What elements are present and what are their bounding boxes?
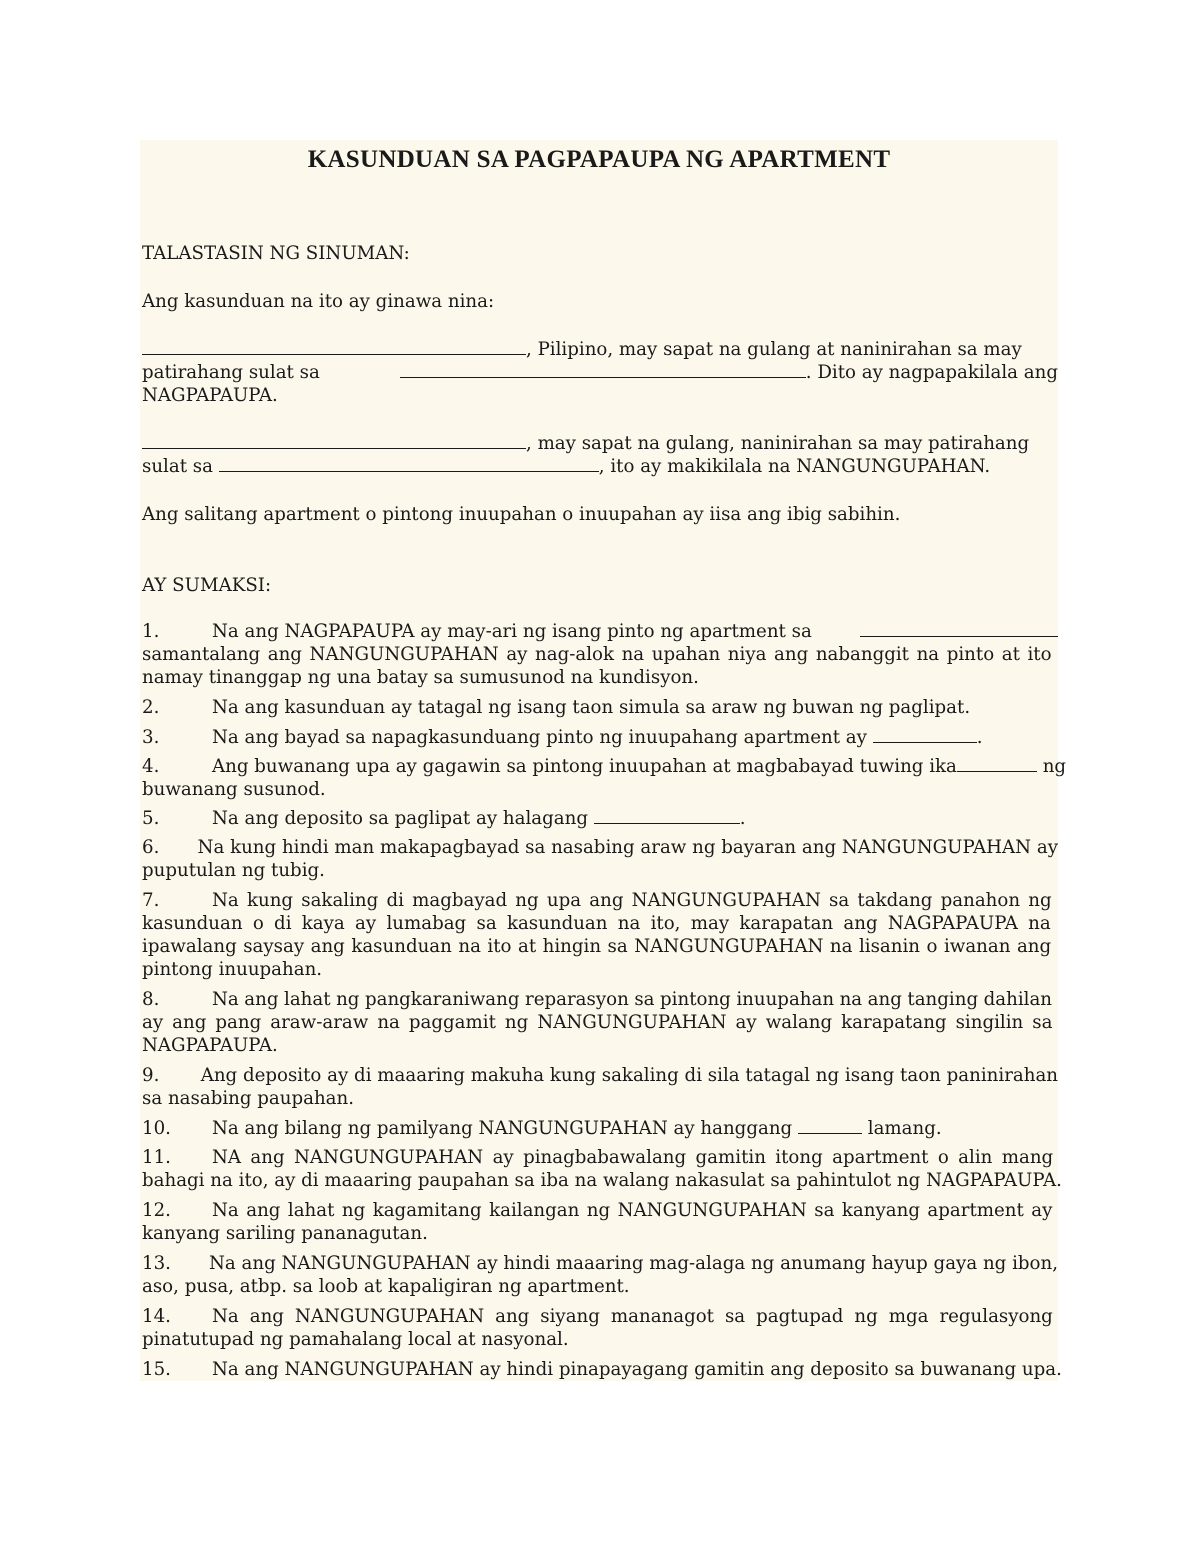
clause-11-line-2: bahagi na ito, ay di maaaring paupahan sa iba na walang nakasulat sa pahintulot ng NAGPAPAUPA.	[142, 1170, 1062, 1191]
clause-4: 4. Ang buwanang upa ay gagawin sa pintong inuupahan at magbabayad tuwing ika ng	[142, 756, 1067, 777]
clause-1-line-2: samantalang ang NANGUNGUPAHAN ay nag-alok na upahan niya ang nabanggit na pinto at ito	[142, 644, 1052, 665]
rent-amount-blank[interactable]	[873, 726, 977, 743]
clause-3: 3. Na ang bayad sa napagkasunduang pinto ng inuupahang apartment ay .	[142, 727, 983, 748]
clause-1-line-3: namay tinanggap ng una batay sa sumusunod na kundisyon.	[142, 667, 699, 688]
heading-ay-sumaksi: AY SUMAKSI:	[142, 575, 272, 596]
name-blank-1[interactable]	[142, 338, 526, 355]
clause-15: 15. Na ang NANGUNGUPAHAN ay hindi pinapayagang gamitin ang deposito sa buwanang upa.	[142, 1359, 1062, 1380]
party2-line-2: sulat sa , ito ay makikilala na NANGUNGUPAHAN.	[142, 456, 991, 477]
clause-4-line-2: buwanang susunod.	[142, 779, 326, 800]
clause-10: 10. Na ang bilang ng pamilyang NANGUNGUPAHAN ay hanggang lamang.	[142, 1118, 942, 1139]
definition-text: Ang salitang apartment o pintong inuupahan o inuupahan ay iisa ang ibig sabihin.	[142, 504, 901, 525]
clause-7: 7. Na kung sakaling di magbayad ng upa ang NANGUNGUPAHAN sa takdang panahon ng	[142, 890, 1052, 911]
clause-1: 1. Na ang NAGPAPAUPA ay may-ari ng isang pinto ng apartment sa	[142, 620, 1058, 644]
party2-line-1: , may sapat na gulang, naninirahan sa may patirahang	[142, 432, 1058, 456]
clause-9-line-2: sa nasabing paupahan.	[142, 1088, 355, 1109]
address-blank-2[interactable]	[219, 455, 599, 472]
clause-14: 14. Na ang NANGUNGUPAHAN ang siyang mananagot sa pagtupad ng mga regulasyong	[142, 1306, 1053, 1327]
clause-7-line-4: pintong inuupahan.	[142, 959, 323, 980]
clause-7-line-2: kasunduan o di kaya ay lumabag sa kasunduan na ito, may karapatan ang NAGPAPAUPA na	[142, 913, 1051, 934]
payment-day-blank[interactable]	[957, 755, 1037, 772]
clause-2: 2. Na ang kasunduan ay tatagal ng isang taon simula sa araw ng buwan ng paglipat.	[142, 697, 971, 718]
clause-8-line-3: NAGPAPAUPA.	[142, 1035, 278, 1056]
party1-line-2: patirahang sulat sa . Dito ay nagpapakilala ang	[142, 362, 1058, 383]
family-count-blank[interactable]	[798, 1117, 862, 1134]
clause-7-line-3: ipawalang saysay ang kasunduan na ito at hingin sa NANGUNGUPAHAN na lisanin o iwanan ang	[142, 936, 1052, 957]
heading-talastasin: TALASTASIN NG SINUMAN:	[142, 243, 410, 264]
clause-9: 9. Ang deposito ay di maaaring makuha kung sakaling di sila tatagal ng isang taon paninirahan	[142, 1065, 1058, 1086]
party1-line-1: , Pilipino, may sapat na gulang at naninirahan sa may	[142, 338, 1058, 362]
clause-11: 11. NA ang NANGUNGUPAHAN ay pinagbabawalang gamitin itong apartment o alin mang	[142, 1147, 1054, 1168]
clause-14-line-2: pinatutupad ng pamahalang local at nasyonal.	[142, 1329, 569, 1350]
clause-13-line-2: aso, pusa, atbp. sa loob at kapaligiran ng apartment.	[142, 1276, 630, 1297]
clause-6-line-2: puputulan ng tubig.	[142, 860, 325, 881]
name-blank-2[interactable]	[142, 432, 526, 449]
intro-text: Ang kasunduan na ito ay ginawa nina:	[142, 291, 495, 312]
clause-12: 12. Na ang lahat ng kagamitang kailangan ng NANGUNGUPAHAN sa kanyang apartment ay	[142, 1200, 1053, 1221]
party1-line-3: NAGPAPAUPA.	[142, 385, 278, 406]
deposit-amount-blank[interactable]	[594, 807, 740, 824]
clause-5: 5. Na ang deposito sa paglipat ay halagang .	[142, 808, 746, 829]
address-blank-1[interactable]	[400, 361, 806, 378]
clause-12-line-2: kanyang sariling pananagutan.	[142, 1223, 428, 1244]
clause-8-line-2: ay ang pang araw-araw na paggamit ng NANGUNGUPAHAN ay walang karapatang singilin sa	[142, 1012, 1053, 1033]
clause-13: 13. Na ang NANGUNGUPAHAN ay hindi maaaring mag-alaga ng anumang hayup gaya ng ibon,	[142, 1253, 1058, 1274]
clause-6: 6. Na kung hindi man makapagbayad sa nasabing araw ng bayaran ang NANGUNGUPAHAN ay	[142, 837, 1058, 858]
apartment-location-blank[interactable]	[860, 620, 1058, 637]
clause-8: 8. Na ang lahat ng pangkaraniwang reparasyon sa pintong inuupahan na ang tanging dahilan	[142, 989, 1053, 1010]
document-title: KASUNDUAN SA PAGPAPAUPA NG APARTMENT	[307, 146, 891, 173]
